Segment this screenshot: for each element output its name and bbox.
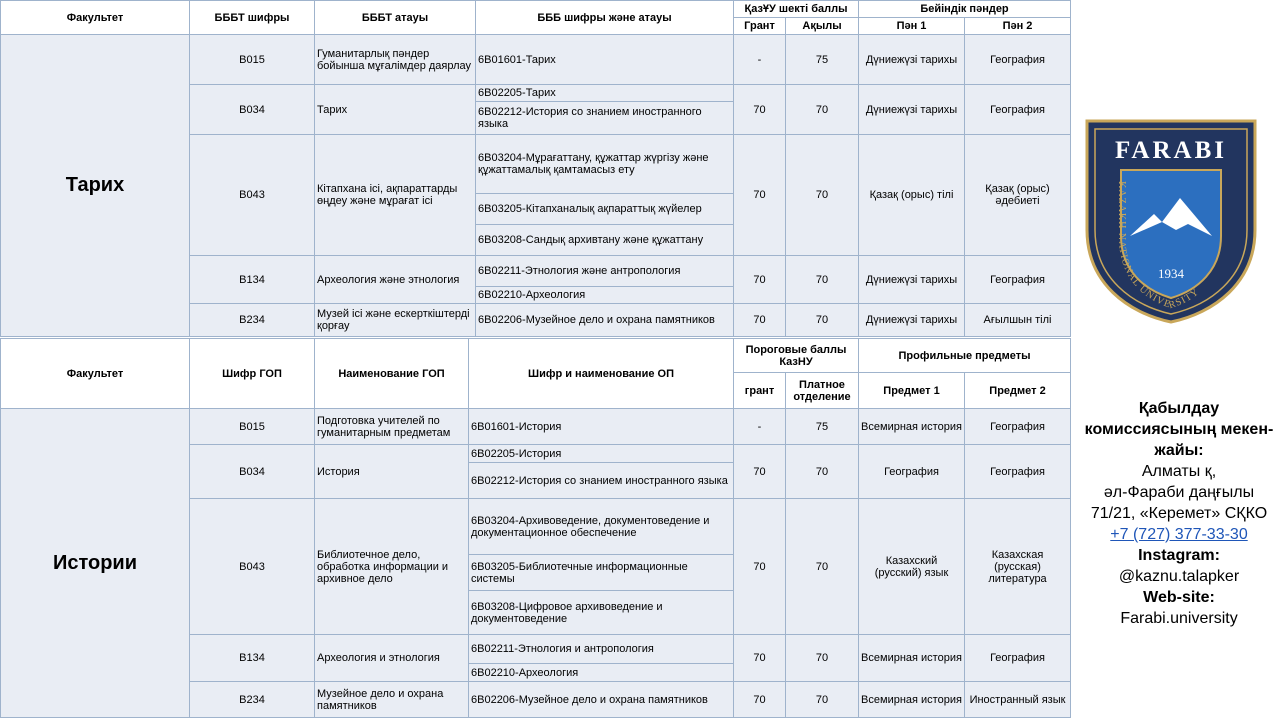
paid-score: 70 <box>786 445 859 499</box>
faculty-name: Тарих <box>1 35 190 337</box>
contact-heading: Қабылдау комиссиясының мекен-жайы: <box>1084 400 1274 459</box>
logo-title: FARABI <box>1115 137 1227 164</box>
group-name: Археология и этнология <box>315 635 469 682</box>
grant-score: 70 <box>734 256 786 304</box>
header-profile-subjects: Профильные предметы <box>859 339 1071 373</box>
program-cell: 6B02205-История <box>469 445 734 463</box>
header-subject-1: Пән 1 <box>859 18 965 35</box>
subject-1: Қазақ (орыс) тілі <box>859 135 965 256</box>
program-cell: 6B02212-История со знанием иностранного языка <box>469 463 734 499</box>
program-cell: 6B03204-Мұрағаттану, құжаттар жүргізу және құжаттамалық қамтамасыз ету <box>476 135 734 194</box>
group-name: Музейное дело и охрана памятников <box>315 682 469 718</box>
group-name: История <box>315 445 469 499</box>
grant-score: 70 <box>734 682 786 718</box>
group-name: Археология және этнология <box>315 256 476 304</box>
header-profile-subjects: Бейіндік пәндер <box>859 1 1071 18</box>
group-name: Музей ісі және ескерткіштерді қорғау <box>315 304 476 337</box>
program-cell: 6B02211-Этнология және антропология <box>476 256 734 287</box>
header-subject-2: Предмет 2 <box>965 373 1071 409</box>
website-link: Farabi.university <box>1120 610 1238 627</box>
header-paid: Платное отделение <box>786 373 859 409</box>
group-name: Кітапхана ісі, ақпараттарды өңдеу және мұрағат ісі <box>315 135 476 256</box>
instagram-handle: @kaznu.talapker <box>1118 568 1240 585</box>
program-cell: 6B03205-Библиотечные информационные системы <box>469 555 734 591</box>
grant-score: 70 <box>734 499 786 635</box>
header-subject-2: Пән 2 <box>965 18 1071 35</box>
grant-score: 70 <box>734 445 786 499</box>
subject-1: Казахский (русский) язык <box>859 499 965 635</box>
grant-score: 70 <box>734 85 786 135</box>
subject-2: Казахская (русская) литература <box>965 499 1071 635</box>
grant-score: - <box>734 409 786 445</box>
group-code: B034 <box>190 445 315 499</box>
header-faculty: Факультет <box>1 1 190 35</box>
group-name: Гуманитарлық пәндер бойынша мұғалімдер даярлау <box>315 35 476 85</box>
subject-2: География <box>965 445 1071 499</box>
header-subject-1: Предмет 1 <box>859 373 965 409</box>
header-threshold: Пороговые баллы КазНУ <box>734 339 859 373</box>
instagram-label: Instagram: <box>1138 547 1220 564</box>
phone-link[interactable]: +7 (727) 377-33-30 <box>1110 526 1248 543</box>
group-name: Подготовка учителей по гуманитарным предметам <box>315 409 469 445</box>
program-cell: 6B01601-Тарих <box>476 35 734 85</box>
subject-1: Дүниежүзі тарихы <box>859 35 965 85</box>
header-program: БББ шифры және атауы <box>476 1 734 35</box>
subject-1: Дүниежүзі тарихы <box>859 85 965 135</box>
subject-2: Ағылшын тілі <box>965 304 1071 337</box>
subject-1: Дүниежүзі тарихы <box>859 304 965 337</box>
group-code: B034 <box>190 85 315 135</box>
program-cell: 6B02205-Тарих <box>476 85 734 102</box>
group-code: B043 <box>190 135 315 256</box>
address-line: әл-Фараби даңғылы <box>1103 484 1255 501</box>
paid-score: 75 <box>786 35 859 85</box>
group-code: B043 <box>190 499 315 635</box>
group-code: B015 <box>190 409 315 445</box>
program-cell: 6B01601-История <box>469 409 734 445</box>
paid-score: 70 <box>786 85 859 135</box>
subject-1: Дүниежүзі тарихы <box>859 256 965 304</box>
subject-1: Всемирная история <box>859 682 965 718</box>
paid-score: 70 <box>786 499 859 635</box>
program-cell: 6B03208-Цифровое архивоведение и документоведение <box>469 591 734 635</box>
header-group-name: БББТ атауы <box>315 1 476 35</box>
address-line: Алматы қ, <box>1141 463 1217 480</box>
paid-score: 75 <box>786 409 859 445</box>
header-program: Шифр и наименование ОП <box>469 339 734 409</box>
table-row <box>1 35 1071 85</box>
header-faculty: Факультет <box>1 339 190 409</box>
grant-score: 70 <box>734 635 786 682</box>
group-code: B234 <box>190 304 315 337</box>
header-group-code: БББТ шифры <box>190 1 315 35</box>
paid-score: 70 <box>786 135 859 256</box>
subject-1: Всемирная история <box>859 635 965 682</box>
group-code: B234 <box>190 682 315 718</box>
paid-score: 70 <box>786 682 859 718</box>
header-threshold: ҚазҰУ шекті баллы <box>734 1 859 18</box>
program-cell: 6B02206-Музейное дело и охрана памятников <box>469 682 734 718</box>
faculty-name: Истории <box>1 409 190 718</box>
subject-2: География <box>965 35 1071 85</box>
subject-1: География <box>859 445 965 499</box>
header-grant: Грант <box>734 18 786 35</box>
program-cell: 6B03204-Архивоведение, документоведение и документационное обеспечение <box>469 499 734 555</box>
header-grant: грант <box>734 373 786 409</box>
header-group-code: Шифр ГОП <box>190 339 315 409</box>
subject-1: Всемирная история <box>859 409 965 445</box>
subject-2: География <box>965 85 1071 135</box>
subject-2: Иностранный язык <box>965 682 1071 718</box>
program-cell: 6B02210-Археология <box>469 664 734 682</box>
address-line: 71/21, «Керемет» СҚКО <box>1090 505 1268 522</box>
header-group-name: Наименование ГОП <box>315 339 469 409</box>
group-code: B015 <box>190 35 315 85</box>
subject-2: География <box>965 409 1071 445</box>
group-code: B134 <box>190 635 315 682</box>
grant-score: - <box>734 35 786 85</box>
program-cell: 6B02206-Музейное дело и охрана памятников <box>476 304 734 337</box>
program-cell: 6B02212-История со знанием иностранного языка <box>476 102 734 135</box>
subject-2: География <box>965 256 1071 304</box>
program-cell: 6B02210-Археология <box>476 287 734 304</box>
group-name: Библиотечное дело, обработка информации и архивное дело <box>315 499 469 635</box>
programs-table-kz <box>0 0 1071 337</box>
contact-info <box>1078 398 1280 629</box>
paid-score: 70 <box>786 304 859 337</box>
logo-year: 1934 <box>1158 266 1184 281</box>
table-row <box>1 409 1071 445</box>
header-paid: Ақылы <box>786 18 859 35</box>
paid-score: 70 <box>786 635 859 682</box>
program-cell: 6B03205-Кітапханалық ақпараттық жүйелер <box>476 194 734 225</box>
grant-score: 70 <box>734 135 786 256</box>
farabi-university-logo <box>1084 118 1258 324</box>
program-cell: 6B02211-Этнология и антропология <box>469 635 734 664</box>
logo-ring-path: KAZAKH NATIONAL UNIVERSITY <box>1115 181 1202 312</box>
subject-2: География <box>965 635 1071 682</box>
group-code: B134 <box>190 256 315 304</box>
programs-table-ru <box>0 338 1071 718</box>
paid-score: 70 <box>786 256 859 304</box>
website-label: Web-site: <box>1143 589 1215 606</box>
grant-score: 70 <box>734 304 786 337</box>
program-cell: 6B03208-Сандық архивтану және құжаттану <box>476 225 734 256</box>
group-name: Тарих <box>315 85 476 135</box>
subject-2: Қазақ (орыс) әдебиеті <box>965 135 1071 256</box>
